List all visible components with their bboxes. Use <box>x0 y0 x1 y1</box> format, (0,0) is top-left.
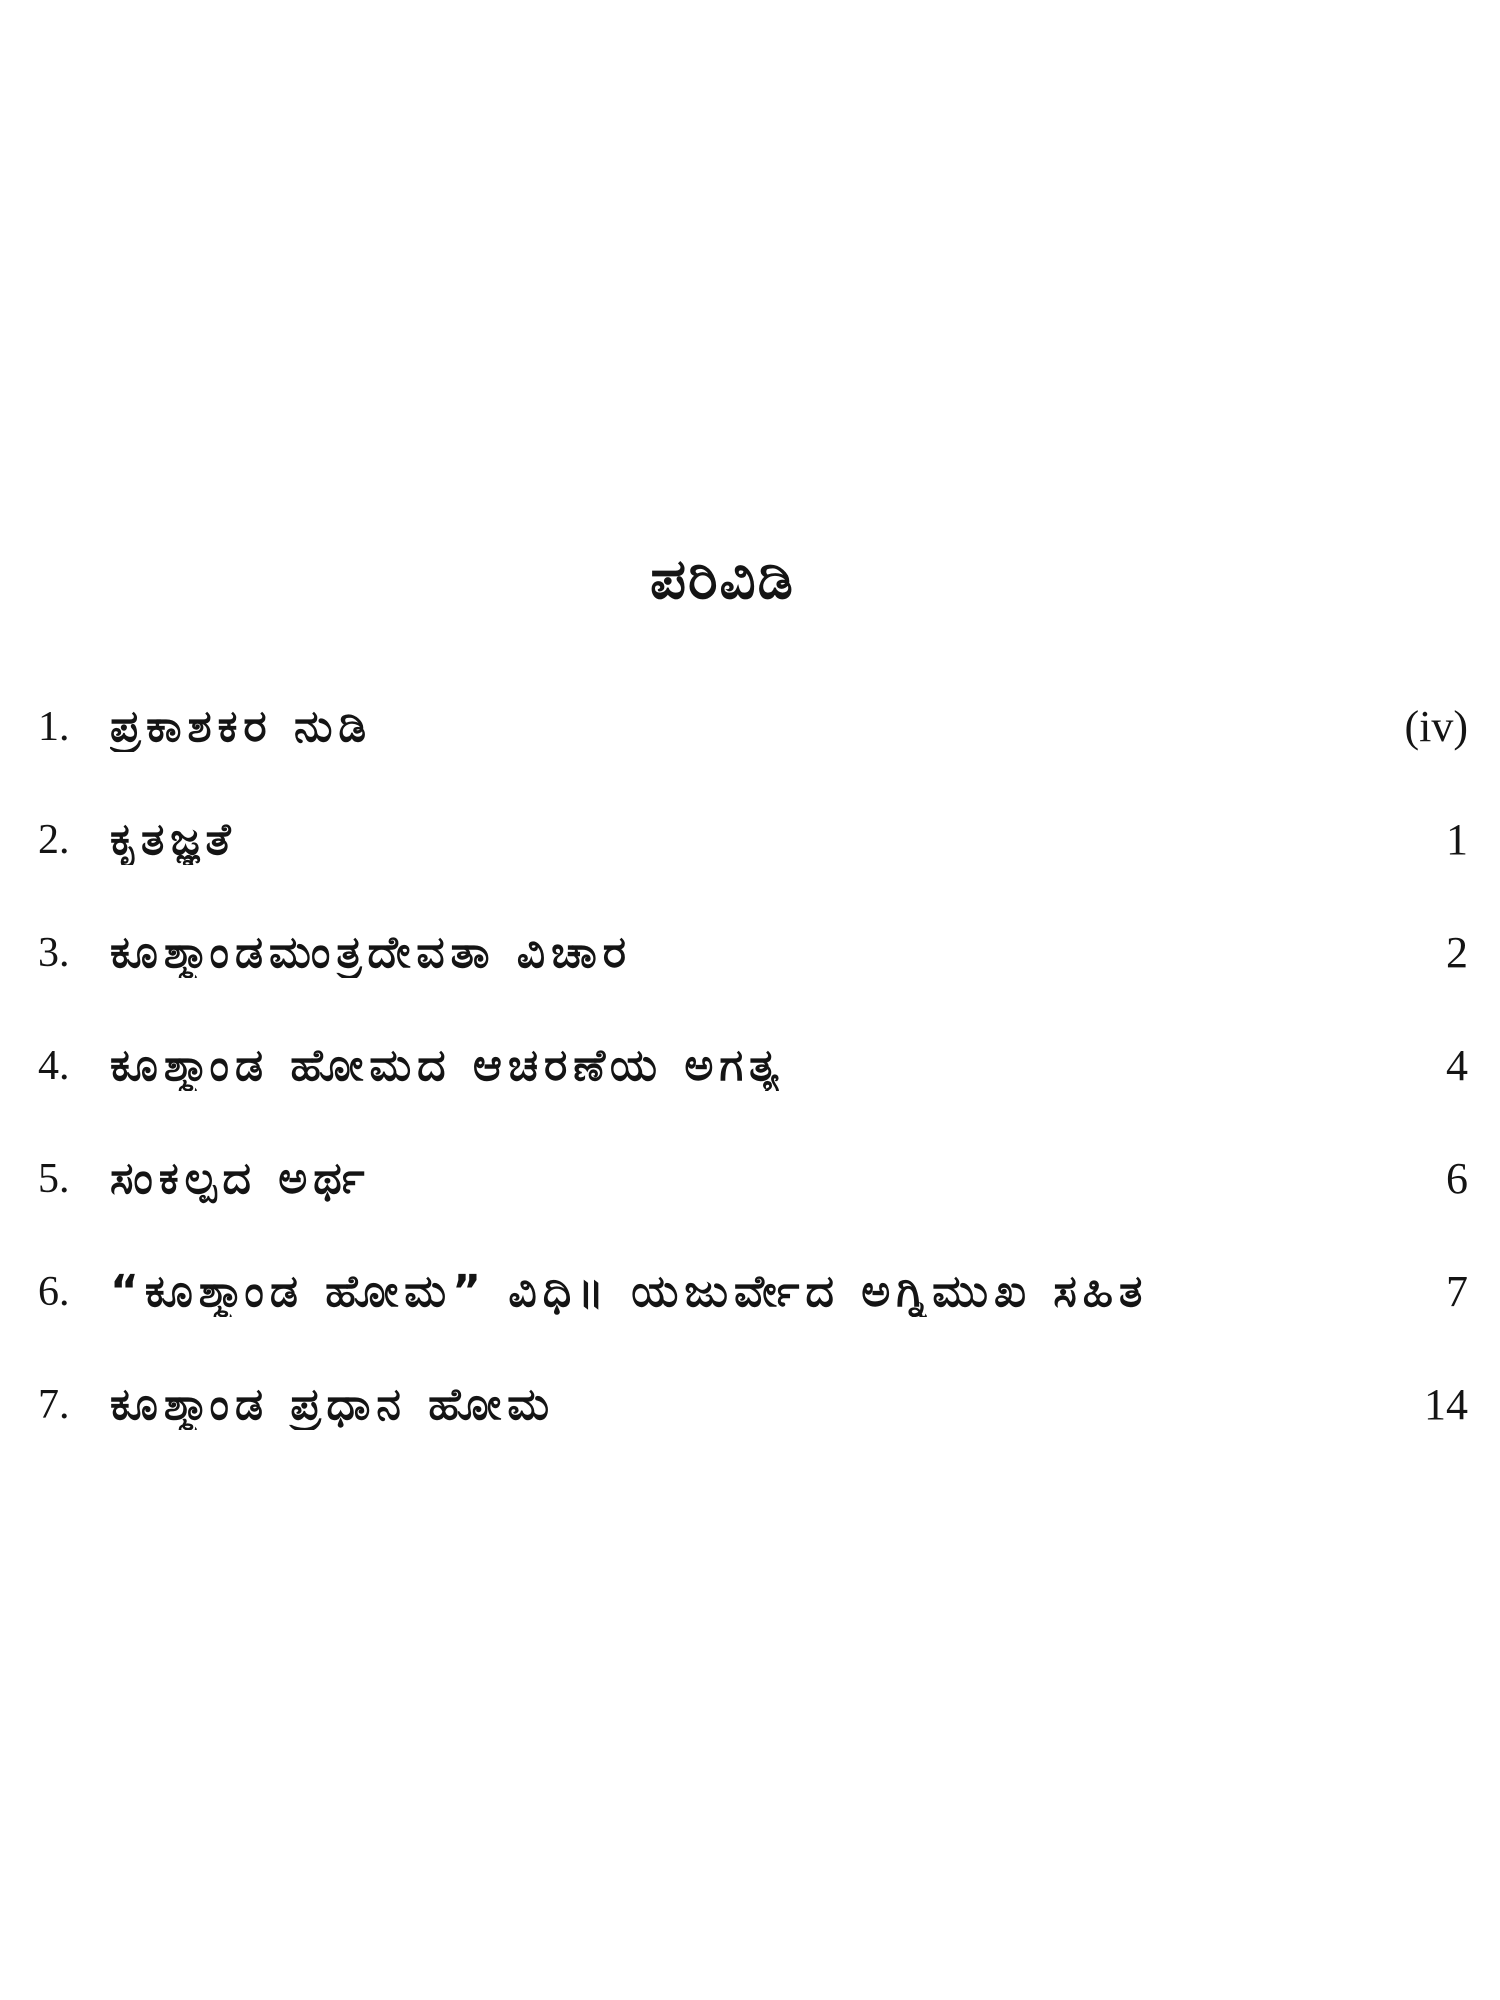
entry-page-number: 1 <box>1446 815 1468 864</box>
entry-title: ಕೂಶ್ಮಾಂಡಮಂತ್ರದೇವತಾ ವಿಚಾರ <box>110 927 633 978</box>
toc-entry <box>38 670 1468 783</box>
entry-number: 3. <box>38 929 70 976</box>
toc-entry <box>38 1348 1468 1461</box>
toc-entry <box>38 896 1468 1009</box>
entry-number: 4. <box>38 1042 70 1089</box>
entry-title: ಸಂಕಲ್ಪದ ಅರ್ಥ <box>110 1153 371 1204</box>
toc-entry <box>38 783 1468 896</box>
entry-number: 1. <box>38 703 70 750</box>
entry-page-number: (iv) <box>1404 702 1468 751</box>
entry-number: 7. <box>38 1381 70 1428</box>
entry-number: 2. <box>38 816 70 863</box>
entry-number: 6. <box>38 1268 70 1315</box>
entry-title: ಕೂಶ್ಮಾಂಡ ಹೋಮದ ಆಚರಣೆಯ ಅಗತ್ಯ <box>110 1040 785 1091</box>
toc-entry <box>38 1122 1468 1235</box>
entry-number: 5. <box>38 1155 70 1202</box>
entry-title: ಕೂಶ್ಮಾಂಡ ಪ್ರಧಾನ ಹೋಮ <box>110 1379 556 1430</box>
entry-page-number: 2 <box>1446 928 1468 977</box>
page-title: ಪರಿವಿಡಿ <box>650 547 795 612</box>
entry-page-number: 14 <box>1424 1380 1468 1429</box>
entry-title: ಪ್ರಕಾಶಕರ ನುಡಿ <box>110 701 373 752</box>
table-of-contents <box>38 670 1468 1461</box>
entry-page-number: 7 <box>1446 1267 1468 1316</box>
entry-page-number: 4 <box>1446 1041 1468 1090</box>
toc-entry <box>38 1009 1468 1122</box>
entry-title: “ಕೂಶ್ಮಾಂಡ ಹೋಮ” ವಿಧಿ॥ ಯಜುರ್ವೇದ ಅಗ್ನಿಮುಖ ಸಹಿತ <box>110 1266 1149 1317</box>
toc-entry <box>38 1235 1468 1348</box>
entry-title: ಕೃತಜ್ಞತೆ <box>110 814 237 865</box>
entry-page-number: 6 <box>1446 1154 1468 1203</box>
